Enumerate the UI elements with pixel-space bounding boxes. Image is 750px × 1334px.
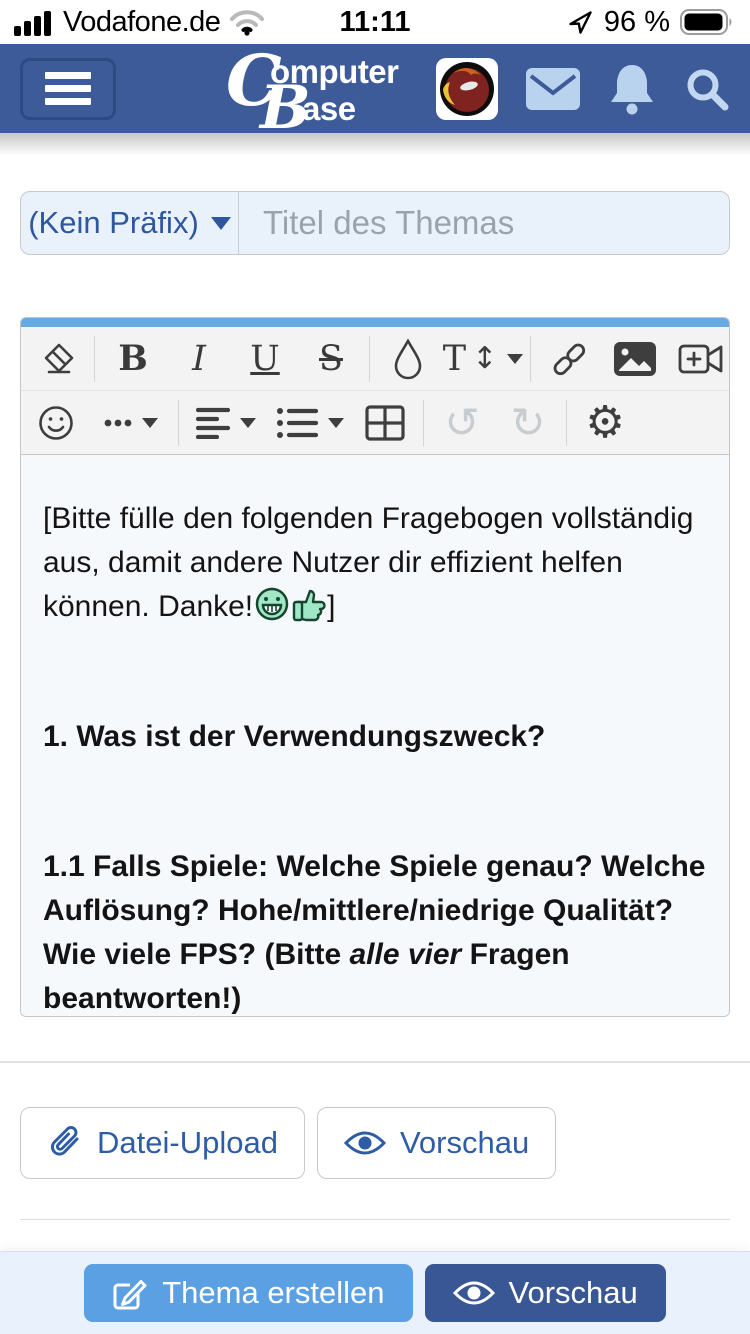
table-icon[interactable] (352, 391, 418, 455)
location-services-icon (567, 9, 594, 36)
settings-gear-icon[interactable]: ⚙ (585, 397, 625, 448)
undo-icon: ↺ (444, 398, 480, 447)
sticky-bottom-bar (0, 1252, 750, 1334)
preview-button[interactable] (317, 1107, 556, 1179)
more-options-dropdown[interactable] (89, 391, 173, 455)
thread-title-row (20, 191, 730, 255)
editor-heading-1: 1. Was ist der Verwendungszweck? (43, 720, 546, 753)
strikethrough-button[interactable]: S (319, 338, 343, 379)
section-divider (0, 1061, 750, 1063)
chevron-down-icon (211, 217, 231, 230)
logo-text-omputer: omputer (270, 52, 399, 90)
paperclip-icon (47, 1124, 83, 1162)
status-bar (0, 0, 750, 44)
clock: 11:11 (339, 5, 411, 38)
wifi-icon (229, 8, 265, 36)
app-header (0, 38, 750, 143)
bold-button[interactable]: B (118, 338, 148, 379)
media-video-icon[interactable] (668, 327, 730, 391)
user-avatar[interactable] (436, 58, 498, 120)
settings-divider (20, 1219, 730, 1220)
grin-smiley-emoji (254, 586, 290, 622)
eye-icon (453, 1278, 495, 1308)
search-icon[interactable] (684, 66, 730, 112)
carrier-label: Vodafone.de (63, 5, 221, 38)
file-upload-label: Datei-Upload (97, 1125, 278, 1160)
compose-icon (112, 1275, 148, 1311)
list-dropdown[interactable] (268, 391, 352, 455)
thread-title-input[interactable] (239, 192, 729, 254)
redo-icon: ↻ (510, 398, 546, 447)
signal-strength-icon (14, 9, 54, 36)
underline-button[interactable]: U (250, 338, 280, 379)
chevron-down-icon (142, 418, 158, 428)
italic-button[interactable]: I (192, 338, 206, 379)
chevron-down-icon (507, 354, 523, 364)
battery-icon (680, 8, 736, 36)
text-size-dropdown[interactable]: T ↕ (441, 327, 525, 391)
prefix-select[interactable] (21, 192, 239, 254)
editor-toolbar-row-2 (21, 391, 729, 455)
computerbase-logo[interactable] (226, 38, 399, 143)
eye-icon (344, 1128, 386, 1158)
image-icon[interactable] (602, 327, 668, 391)
logo-text-ase: ase (302, 89, 356, 127)
logo-letter-c: C (226, 38, 282, 122)
prefix-selected-label: (Kein Präfix) (28, 205, 199, 240)
editor-content-area[interactable] (21, 455, 729, 1016)
rich-text-editor (20, 317, 730, 1017)
create-thread-button[interactable] (84, 1264, 412, 1322)
chevron-down-icon (328, 418, 344, 428)
mail-icon[interactable] (526, 68, 580, 110)
header-shadow (0, 133, 750, 163)
remove-format-eraser-icon[interactable] (23, 327, 89, 391)
editor-intro-paragraph: [Bitte fülle den folgenden Fragebogen vollständig aus, damit andere Nutzer dir effizient helfen können. Danke! ] (43, 502, 694, 623)
battery-percent-label: 96 % (603, 5, 671, 38)
alignment-dropdown[interactable] (184, 391, 268, 455)
bell-icon[interactable] (608, 63, 656, 115)
preview-label: Vorschau (399, 1125, 530, 1160)
editor-heading-1-1: 1.1 Falls Spiele: Welche Spiele genau? Welche Auflösung? Hohe/mittlere/niedrige Qualität? Wie viele FPS? (Bitte alle vier Fragen beantworten!) (43, 850, 706, 1015)
smiley-icon[interactable] (23, 391, 89, 455)
file-upload-button[interactable] (20, 1107, 305, 1179)
bottom-preview-button[interactable] (425, 1264, 666, 1322)
chevron-down-icon (240, 418, 256, 428)
text-color-droplet-icon[interactable] (375, 327, 441, 391)
logo-letter-b: B (260, 72, 311, 143)
editor-action-row (20, 1107, 730, 1179)
link-icon[interactable] (536, 327, 602, 391)
hamburger-menu-button[interactable] (20, 58, 116, 120)
create-thread-label: Thema erstellen (162, 1275, 385, 1310)
editor-toolbar-row-1 (21, 327, 729, 391)
bottom-preview-label: Vorschau (508, 1275, 638, 1310)
thumbs-up-emoji (292, 586, 326, 622)
